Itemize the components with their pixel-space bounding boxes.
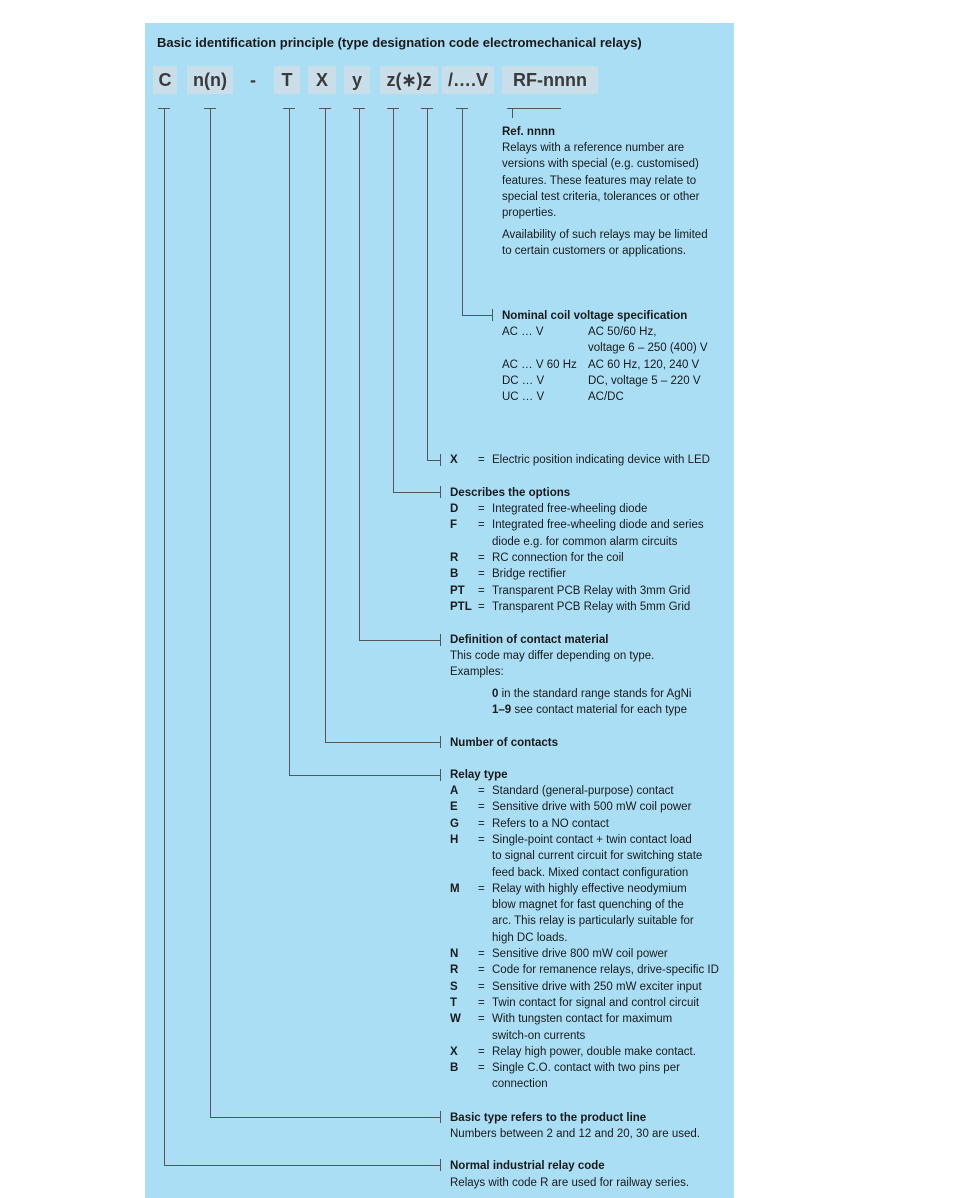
relaytype-value: Twin contact for signal and control circuit bbox=[492, 996, 700, 1009]
ref-line: Relays with a reference number are bbox=[502, 142, 685, 154]
relaytype-value: Sensitive drive with 500 mW coil power bbox=[492, 801, 692, 814]
option-key: F bbox=[450, 519, 458, 532]
option-value: Integrated free-wheeling diode bbox=[492, 503, 648, 515]
coil-value: AC/DC bbox=[588, 391, 624, 403]
option-eq: = bbox=[478, 552, 485, 564]
relaytype-value: Sensitive drive 800 mW coil power bbox=[492, 948, 668, 960]
end-relaytype bbox=[440, 769, 441, 781]
relaytype-key: E bbox=[450, 801, 458, 814]
relaytype-value: arc. This relay is particularly suitable for bbox=[492, 915, 694, 928]
ref-heading: Ref. nnnn bbox=[502, 126, 556, 138]
relaytype-eq: = bbox=[478, 1013, 485, 1026]
relaytype-value: Standard (general-purpose) contact bbox=[492, 785, 674, 797]
option-eq: = bbox=[478, 503, 485, 515]
coil-value: voltage 6 – 250 (400) V bbox=[588, 342, 708, 354]
ref-line: to certain customers or applications. bbox=[502, 245, 687, 257]
material-heading: Definition of contact material bbox=[450, 634, 609, 646]
relaytype-key: S bbox=[450, 980, 458, 993]
relaytype-eq: = bbox=[478, 882, 485, 895]
option-eq: = bbox=[478, 568, 485, 581]
relaytype-eq: = bbox=[478, 1045, 485, 1058]
end-basictype bbox=[440, 1111, 441, 1123]
coil-value: AC 60 Hz, 120, 240 V bbox=[588, 359, 700, 371]
option-key: PTL bbox=[450, 601, 472, 614]
material-line: This code may differ depending on type. bbox=[450, 650, 655, 662]
basictype-line: Numbers between 2 and 12 and 20, 30 are used. bbox=[450, 1128, 700, 1140]
code-y: y bbox=[344, 66, 370, 94]
code-c: C bbox=[153, 66, 177, 94]
ref-line: features. These features may relate to bbox=[502, 175, 697, 187]
coil-key: AC … V 60 Hz bbox=[502, 359, 577, 371]
relaytype-heading: Relay type bbox=[450, 769, 508, 781]
material-example-text: see contact material for each type bbox=[511, 704, 687, 716]
option-eq: = bbox=[478, 601, 485, 614]
end-contacts bbox=[440, 736, 441, 748]
industrial-heading: Normal industrial relay code bbox=[450, 1160, 605, 1172]
end-led bbox=[440, 454, 441, 466]
relaytype-value: feed back. Mixed contact configuration bbox=[492, 866, 689, 879]
code-x: X bbox=[308, 66, 336, 94]
relaytype-value: connection bbox=[492, 1078, 548, 1091]
material-example-key: 1–9 bbox=[492, 704, 512, 716]
end-options bbox=[440, 486, 441, 498]
code-nn: n(n) bbox=[187, 66, 233, 94]
relaytype-eq: = bbox=[478, 833, 485, 846]
material-example bbox=[492, 702, 687, 718]
material-example-key: 0 bbox=[492, 688, 499, 700]
option-eq: = bbox=[478, 519, 485, 532]
relaytype-value: Relay high power, double make contact. bbox=[492, 1045, 696, 1058]
leader-y bbox=[359, 108, 360, 640]
option-value: Transparent PCB Relay with 3mm Grid bbox=[492, 584, 691, 597]
material-line: Examples: bbox=[450, 666, 504, 678]
option-value: Bridge rectifier bbox=[492, 568, 567, 581]
end-industrial bbox=[440, 1159, 441, 1171]
connector-coil bbox=[462, 315, 492, 316]
relaytype-key: R bbox=[450, 964, 459, 977]
leader-x bbox=[325, 108, 326, 742]
led-eq: = bbox=[478, 454, 485, 466]
rf-stem bbox=[512, 108, 513, 118]
coil-key: UC … V bbox=[502, 391, 545, 403]
code-voltage: /….V bbox=[442, 66, 494, 94]
relaytype-value: to signal current circuit for switching state bbox=[492, 850, 703, 863]
option-key: D bbox=[450, 503, 459, 515]
rf-bracket bbox=[507, 108, 561, 109]
led-key: X bbox=[450, 454, 458, 466]
leader-z2 bbox=[427, 108, 428, 460]
relaytype-value: Relay with highly effective neodymium bbox=[492, 882, 687, 895]
option-key: R bbox=[450, 552, 459, 564]
option-key: PT bbox=[450, 584, 465, 597]
industrial-line: Relays with code R are used for railway series. bbox=[450, 1177, 690, 1189]
code-t: T bbox=[274, 66, 300, 94]
option-value: diode e.g. for common alarm circuits bbox=[492, 535, 678, 548]
ref-line: Availability of such relays may be limited bbox=[502, 229, 708, 241]
option-eq: = bbox=[478, 584, 485, 597]
option-value: Integrated free-wheeling diode and series bbox=[492, 519, 704, 532]
leader-nn bbox=[210, 108, 211, 1117]
ref-line: properties. bbox=[502, 207, 557, 219]
connector-contacts bbox=[325, 742, 440, 743]
relaytype-value: Code for remanence relays, drive-specific ID bbox=[492, 964, 719, 977]
option-value: RC connection for the coil bbox=[492, 552, 624, 564]
relaytype-key: T bbox=[450, 996, 458, 1009]
relaytype-value: high DC loads. bbox=[492, 931, 568, 944]
relaytype-eq: = bbox=[478, 964, 485, 977]
connector-options bbox=[393, 492, 440, 493]
relaytype-key: B bbox=[450, 1062, 459, 1075]
relaytype-key: G bbox=[450, 817, 459, 830]
led-value: Electric position indicating device with LED bbox=[492, 454, 710, 466]
connector-led bbox=[427, 460, 440, 461]
leader-c bbox=[164, 108, 165, 1165]
relaytype-value: Refers to a NO contact bbox=[492, 817, 609, 830]
end-material bbox=[440, 634, 441, 646]
coil-value: AC 50/60 Hz, bbox=[588, 326, 657, 338]
relaytype-key: H bbox=[450, 833, 459, 846]
connector-industrial bbox=[164, 1165, 440, 1166]
material-example bbox=[492, 686, 691, 702]
options-heading: Describes the options bbox=[450, 487, 571, 499]
ref-line: special test criteria, tolerances or other bbox=[502, 191, 700, 203]
relaytype-eq: = bbox=[478, 980, 485, 993]
relaytype-key: W bbox=[450, 1013, 461, 1026]
relaytype-key: A bbox=[450, 785, 459, 797]
coil-value: DC, voltage 5 – 220 V bbox=[588, 375, 701, 387]
ref-line: versions with special (e.g. customised) bbox=[502, 158, 699, 170]
code-rf: RF-nnnn bbox=[502, 66, 598, 94]
coil-heading: Nominal coil voltage specification bbox=[502, 310, 688, 322]
contacts-heading: Number of contacts bbox=[450, 737, 558, 749]
relaytype-value: blow magnet for fast quenching of the bbox=[492, 899, 684, 912]
relaytype-eq: = bbox=[478, 817, 485, 830]
relaytype-value: Single C.O. contact with two pins per bbox=[492, 1062, 680, 1075]
option-value: Transparent PCB Relay with 5mm Grid bbox=[492, 601, 691, 614]
leader-v bbox=[462, 108, 463, 315]
code-dash: - bbox=[250, 70, 256, 90]
material-example-text: in the standard range stands for AgNi bbox=[498, 688, 692, 700]
page-title: Basic identification principle (type designation code electromechanical relays) bbox=[157, 35, 642, 50]
option-key: B bbox=[450, 568, 459, 581]
relaytype-value: Sensitive drive with 250 mW exciter input bbox=[492, 980, 702, 993]
relaytype-eq: = bbox=[478, 785, 485, 797]
leader-t bbox=[289, 108, 290, 775]
coil-key: AC … V bbox=[502, 326, 544, 338]
connector-material bbox=[359, 640, 440, 641]
relaytype-key: X bbox=[450, 1045, 458, 1058]
relaytype-key: M bbox=[450, 882, 460, 895]
leader-z1 bbox=[393, 108, 394, 492]
code-z: z(∗)z bbox=[380, 66, 438, 94]
basictype-heading: Basic type refers to the product line bbox=[450, 1112, 647, 1124]
relaytype-eq: = bbox=[478, 801, 485, 814]
end-coil bbox=[492, 309, 493, 321]
relaytype-eq: = bbox=[478, 1062, 485, 1075]
relaytype-value: switch-on currents bbox=[492, 1029, 586, 1042]
connector-basictype bbox=[210, 1117, 440, 1118]
relaytype-key: N bbox=[450, 948, 459, 960]
relaytype-eq: = bbox=[478, 948, 485, 960]
connector-relaytype bbox=[289, 775, 440, 776]
relaytype-value: With tungsten contact for maximum bbox=[492, 1013, 673, 1026]
coil-key: DC … V bbox=[502, 375, 545, 387]
relaytype-value: Single-point contact + twin contact load bbox=[492, 833, 692, 846]
relaytype-eq: = bbox=[478, 996, 485, 1009]
